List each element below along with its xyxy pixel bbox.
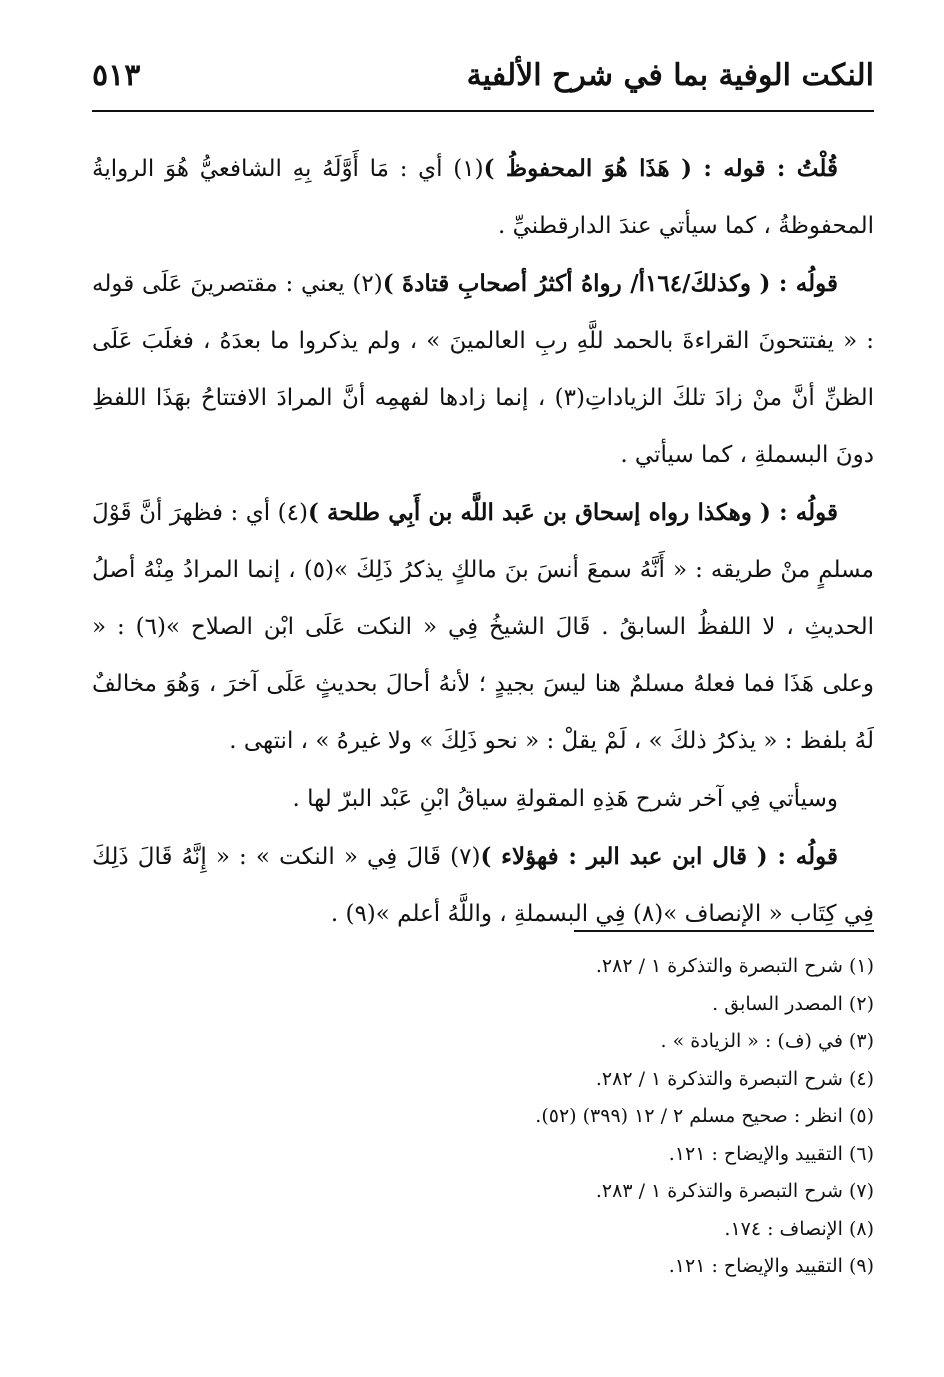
book-title: النكت الوفية بما في شرح الألفية xyxy=(466,58,874,93)
main-text xyxy=(92,140,874,943)
header-divider xyxy=(92,110,874,112)
footnote: (٣) في (ف) : « الزيادة » . xyxy=(660,1030,874,1052)
paragraph-text: وسيأتي فِي آخر شرح هَذِهِ المقولةِ سياقُ ابْنِ عَبْد البرّ لها . xyxy=(292,786,838,812)
paragraph-text: (٢) يعني : مقتصرينَ عَلَى قوله : « يفتتحونَ القراءةَ بالحمد للَّهِ ربِ العالمينَ » ، ولم يذكروا ما بعدَهُ ، فغلَبَ عَلَى الظنِّ أنَّ منْ زادَ تلكَ الزياداتِ(٣) ، إنما زادها لفهمِه أنَّ المرادَ الافتتاحُ بهَذَا اللفظِ دونَ البسملةِ ، كما سيأتي . xyxy=(92,271,874,468)
paragraph-text: (٤) أي : فظهرَ أنَّ قَوْلَ مسلمٍ منْ طريقه : « أَنَّهُ سمعَ أنسَ بنَ مالكٍ يذكرُ ذَلِكَ »(٥) ، إنما المرادُ مِنْهُ أصلُ الحديثِ ، لا اللفظُ السابقُ . قَالَ الشيخُ فِي « النكت عَلَى ابْن الصلاح »(٦) : « وعلى هَذَا فما فعلهُ مسلمٌ هنا ليسَ بجيدٍ ؛ لأنهُ أحالَ بحديثٍ عَلَى آخرَ ، وَهُوَ مخالفٌ لَهُ بلفظ : « يذكرُ ذلكَ » ، لَمْ يقلْ : « نحو ذَلِكَ » ولا غيرهُ » ، انتهى . xyxy=(92,500,874,754)
footnote: (١) شرح التبصرة والتذكرة ١ / ٢٨٢. xyxy=(595,955,874,977)
quoted-phrase: قُلْتُ : قوله : ( هَذَا هُوَ المحفوظُ ) xyxy=(483,155,838,182)
quoted-phrase: قولُه : ( قال ابن عبد البر : فهؤلاء ) xyxy=(480,843,838,870)
footnote: (٧) شرح التبصرة والتذكرة ١ / ٢٨٣. xyxy=(595,1180,874,1202)
paragraph xyxy=(92,770,874,828)
paragraph xyxy=(92,140,874,255)
footnotes xyxy=(92,948,874,1286)
footnote: (٩) التقييد والإيضاح : ١٢١. xyxy=(668,1255,874,1277)
quoted-phrase: قولُه : ( وكذلكَ/١٦٤أ/ رواهُ أكثرُ أصحابِ قتادةَ ) xyxy=(382,270,838,297)
running-header xyxy=(92,52,874,108)
paragraph-text: (٧) قَالَ فِي « النكت » : « إِنَّهُ قَالَ ذَلِكَ فِي كِتَاب « الإنصاف »(٨) فِي البسملةِ ، واللَّهُ أعلم »(٩) . xyxy=(92,844,874,927)
footnote: (٥) انظر : صحيح مسلم ٢ / ١٢ (٣٩٩) (٥٢). xyxy=(535,1105,874,1127)
paragraph-text: (١) أي : مَا أَوَّلَهُ بِهِ الشافعيُّ هُوَ الروايةُ المحفوظةُ ، كما سيأتي عندَ الدارقطنيِّ . xyxy=(92,156,874,239)
page-number: ٥١٣ xyxy=(92,58,141,93)
paragraph xyxy=(92,828,874,943)
quoted-phrase: قولُه : ( وهكذا رواه إسحاق بن عَبد اللَّه بن أَبِي طلحة ) xyxy=(307,499,838,526)
footnote: (٤) شرح التبصرة والتذكرة ١ / ٢٨٢. xyxy=(595,1067,874,1090)
paragraph xyxy=(92,484,874,770)
footnote-divider xyxy=(574,930,874,932)
paragraph xyxy=(92,255,874,484)
footnote: (٨) الإنصاف : ١٧٤. xyxy=(724,1217,874,1240)
footnote: (٢) المصدر السابق . xyxy=(712,992,874,1015)
footnote: (٦) التقييد والإيضاح : ١٢١. xyxy=(668,1142,874,1165)
